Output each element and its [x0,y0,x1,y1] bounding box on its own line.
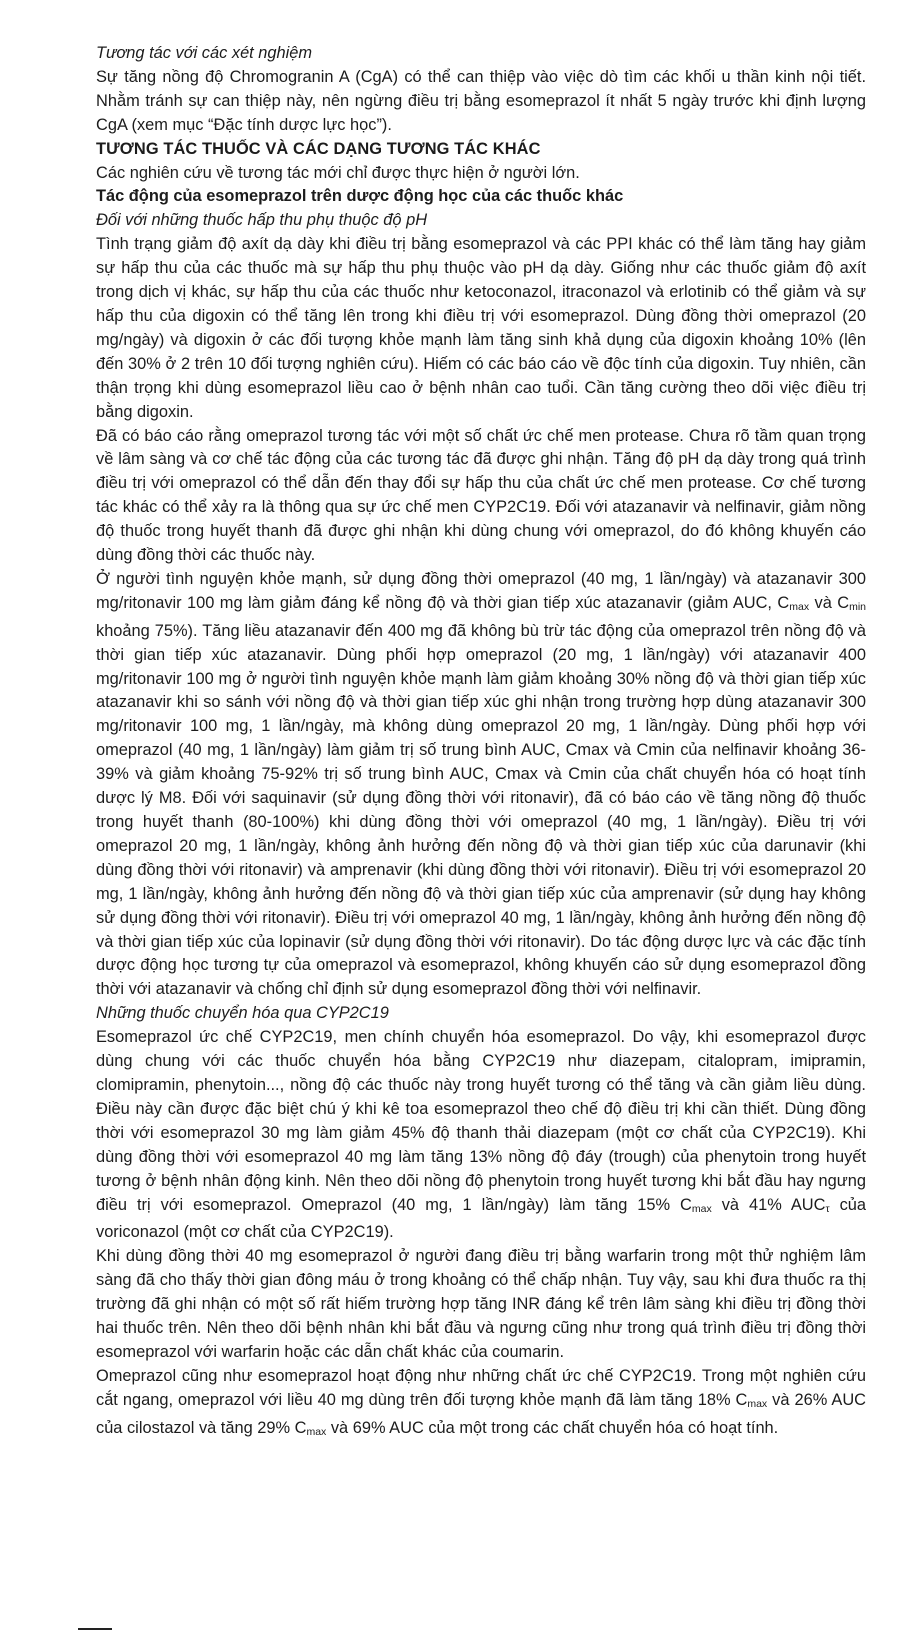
paragraph-atazanavir: Ở người tình nguyện khỏe mạnh, sử dụng đồng thời omeprazol (40 mg, 1 lần/ngày) và atazanavir 300 mg/ritonavir 100 mg làm giảm đáng kể nồng độ và thời gian tiếp xúc atazanavir (giảm AUC, Cmax và Cmin khoảng 75%). Tăng liều atazanavir đến 400 mg đã không bù trừ tác động của omeprazol trên nồng độ và thời gian tiếp xúc atazanavir. Dùng phối hợp omeprazol (20 mg, 1 lần/ngày) với atazanavir 400 mg/ritonavir 100 mg ở người tình nguyện khỏe mạnh làm giảm khoảng 30% nồng độ và thời gian tiếp xúc atazanavir khi so sánh với nồng độ và thời gian tiếp xúc ghi nhận trong trường hợp dùng atazanavir 300 mg/ritonavir 100 mg, 1 lần/ngày, mà không dùng omeprazol 20 mg, 1 lần/ngày. Dùng phối hợp với omeprazol (40 mg, 1 lần/ngày) làm giảm trị số trung bình AUC, Cmax và Cmin của nelfinavir khoảng 36-39% và giảm khoảng 75-92% trị số trung bình AUC, Cmax và Cmin của chất chuyển hóa có hoạt tính dược lý M8. Đối với saquinavir (sử dụng đồng thời với ritonavir), đã có báo cáo về tăng nồng độ thuốc trong huyết thanh (80-100%) khi dùng đồng thời với omeprazol (40 mg, 1 lần/ngày). Điều trị với omeprazol 20 mg, 1 lần/ngày, không ảnh hưởng đến nồng độ và thời gian tiếp xúc của darunavir (khi dùng đồng thời với ritonavir) và amprenavir (khi dùng đồng thời với ritonavir). Điều trị với esomeprazol 20 mg, 1 lần/ngày, không ảnh hưởng đến nồng độ và thời gian tiếp xúc của amprenavir (sử dụng hay không sử dụng đồng thời với ritonavir). Điều trị với omeprazol 40 mg, 1 lần/ngày, không ảnh hưởng đến nồng độ và thời gian tiếp xúc của lopinavir (sử dụng đồng thời với ritonavir). Do tác động dược lực và các đặc tính dược động học tương tự của omeprazol và esomeprazol, không khuyến cáo sử dụng esomeprazol đồng thời với atazanavir và chống chỉ định sử dụng esomeprazol đồng thời với nelfinavir. [96,569,866,999]
paragraph-cilostazol: Omeprazol cũng như esomeprazol hoạt động như những chất ức chế CYP2C19. Trong một nghiên cứu cắt ngang, omeprazol với liều 40 mg dùng trên đối tượng khỏe mạnh đã làm tăng 18% Cmax và 26% AUC của cilostazol và tăng 29% Cmax và 69% AUC của một trong các chất chuyển hóa có hoạt tính. [96,1366,866,1438]
subheading-ph-dependent: Đối với những thuốc hấp thu phụ thuộc độ pH [96,211,428,230]
subheading-esomeprazole-effect: Tác động của esomeprazol trên dược động học của các thuốc khác [96,187,624,206]
margin-rule [78,1628,112,1630]
subheading-cyp2c19: Những thuốc chuyển hóa qua CYP2C19 [96,1004,389,1023]
paragraph-chromogranin: Sự tăng nồng độ Chromogranin A (CgA) có thể can thiệp vào việc dò tìm các khối u thần kinh nội tiết. Nhằm tránh sự can thiệp này, nên ngừng điều trị bằng esomeprazol ít nhất 5 ngày trước khi định lượng CgA (xem mục “Đặc tính dược lực học”). [96,67,866,134]
paragraph-warfarin: Khi dùng đồng thời 40 mg esomeprazol ở người đang điều trị bằng warfarin trong một thử nghiệm lâm sàng đã cho thấy thời gian đông máu ở trong khoảng có thể chấp nhận. Tuy vậy, sau khi đưa thuốc ra thị trường đã ghi nhận có một số rất hiếm trường hợp tăng INR đáng kể trên lâm sàng khi điều trị đồng thời hai thuốc trên. Nên theo dõi bệnh nhân khi bắt đầu và ngưng cũng như trong quá trình điều trị đồng thời esomeprazol với warfarin hoặc các dẫn chất khác của coumarin. [96,1247,866,1361]
heading-drug-interactions: TƯƠNG TÁC THUỐC VÀ CÁC DẠNG TƯƠNG TÁC KHÁC [96,139,541,158]
paragraph-ph-absorption: Tình trạng giảm độ axít dạ dày khi điều trị bằng esomeprazol và các PPI khác có thể làm tăng hay giảm sự hấp thu của các thuốc mà sự hấp thu phụ thuộc vào pH dạ dày. Giống như các thuốc giảm độ axít trong dịch vị khác, sự hấp thu của các thuốc như ketoconazol, itraconazol và erlotinib có thể giảm và sự hấp thu của digoxin có thể tăng lên trong khi điều trị với esomeprazol. Dùng đồng thời omeprazol (20 mg/ngày) và digoxin ở các đối tượng khỏe mạnh làm tăng sinh khả dụng của digoxin khoảng 10% (lên đến 30% ở 2 trên 10 đối tượng nghiên cứu). Hiếm có các báo cáo về độc tính của digoxin. Tuy nhiên, cần thận trọng khi dùng esomeprazol liều cao ở bệnh nhân cao tuổi. Cần tăng cường theo dõi việc điều trị bằng digoxin. [96,235,866,421]
section-title-lab-tests: Tương tác với các xét nghiệm [96,44,313,62]
document-page [96,42,866,1445]
paragraph-protease-inhibitors: Đã có báo cáo rằng omeprazol tương tác với một số chất ức chế men protease. Chưa rõ tầm quan trọng về lâm sàng và cơ chế tác động của các tương tác đã được ghi nhận. Tăng độ pH dạ dày trong quá trình điều trị với omeprazol có thể dẫn đến thay đổi sự hấp thu của chất ức chế men protease. Cơ chế tương tác khác có thể xảy ra là thông qua sự ức chế men CYP2C19. Đối với atazanavir và nelfinavir, giảm nồng độ thuốc trong huyết thanh đã được ghi nhận khi dùng chung với omeprazol, do đó không khuyến cáo dùng đồng thời các thuốc này. [96,426,866,565]
paragraph-adult-studies: Các nghiên cứu về tương tác mới chỉ được thực hiện ở người lớn. [96,163,580,182]
paragraph-cyp2c19-drugs: Esomeprazol ức chế CYP2C19, men chính chuyển hóa esomeprazol. Do vậy, khi esomeprazol được dùng chung với các thuốc chuyển hóa bằng CYP2C19 như diazepam, citalopram, imipramin, clomipramin, phenytoin..., nồng độ các thuốc này trong huyết tương có thể tăng và cần giảm liều dùng. Điều này cần được đặc biệt chú ý khi kê toa esomeprazol theo chế độ điều trị khi cần thiết. Dùng đồng thời với esomeprazol 30 mg làm giảm 45% độ thanh thải diazepam (một cơ chất của CYP2C19). Khi dùng đồng thời với esomeprazol 40 mg làm tăng 13% nồng độ đáy (trough) của phenytoin trong huyết tương ở bệnh nhân động kinh. Nên theo dõi nồng độ phenytoin trong huyết tương khi bắt đầu hay ngưng điều trị với esomeprazol. Omeprazol (40 mg, 1 lần/ngày) làm tăng 15% Cmax và 41% AUCτ của voriconazol (một cơ chất của CYP2C19). [96,1028,867,1242]
